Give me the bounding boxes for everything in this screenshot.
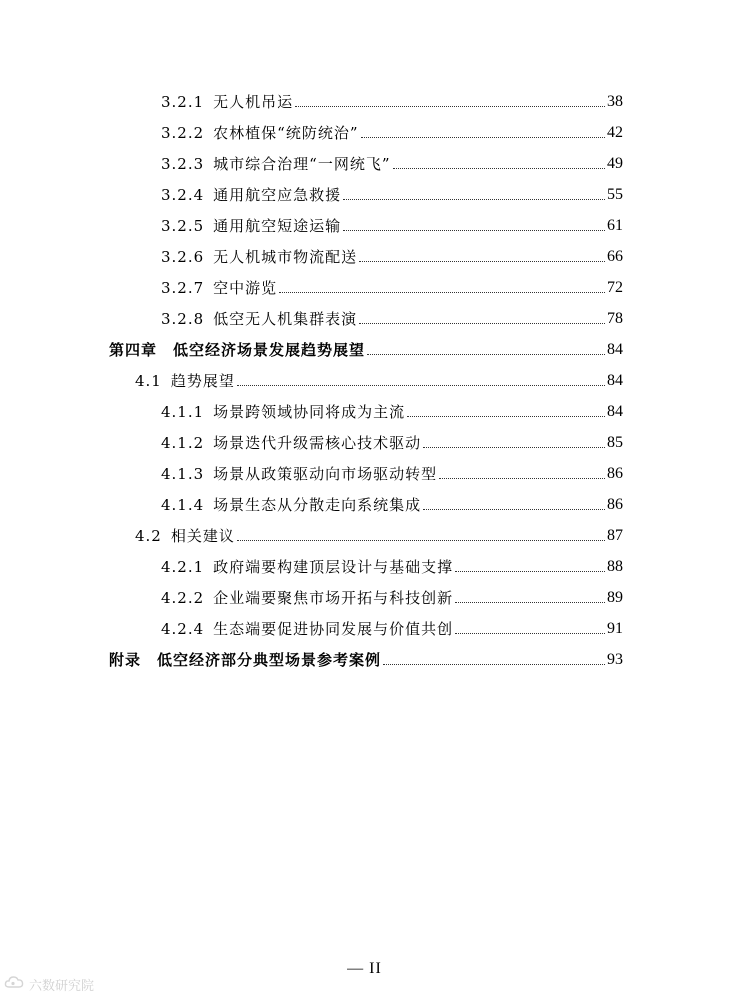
toc-entry-number: 4.2 (135, 527, 162, 545)
toc-entry-3-2-8[interactable] (161, 305, 623, 329)
toc-entry-4-2-1[interactable] (161, 553, 623, 577)
toc-entry-page: 49 (607, 155, 623, 172)
toc-entry-appendix[interactable] (109, 646, 623, 670)
dot-leader (237, 384, 605, 386)
toc-entry-4-1-1[interactable] (161, 398, 623, 422)
toc-entry-4-2-4[interactable] (161, 615, 623, 639)
dot-leader (455, 570, 605, 572)
toc-entry-title: 通用航空短途运输 (213, 217, 342, 235)
dot-leader (367, 353, 605, 355)
toc-entry-number: 4.1.1 (161, 403, 205, 421)
dot-leader (343, 198, 605, 200)
toc-entry-number: 4.2.4 (161, 620, 205, 638)
toc-entry-number: 4.1.4 (161, 496, 205, 514)
toc-entry-title: 无人机吊运 (213, 93, 294, 111)
toc-entry-page: 91 (607, 620, 623, 637)
toc-entry-page: 84 (607, 372, 623, 389)
toc-entry-number: 附录 (109, 651, 142, 669)
toc-entry-3-2-7[interactable] (161, 274, 623, 298)
toc-entry-number: 3.2.8 (161, 310, 205, 328)
toc-entry-title: 生态端要促进协同发展与价值共创 (213, 620, 454, 638)
toc-entry-title: 空中游览 (213, 279, 278, 297)
toc-entry-4-2[interactable] (135, 522, 623, 546)
toc-entry-page: 61 (607, 217, 623, 234)
toc-entry-page: 89 (607, 589, 623, 606)
toc-entry-number: 3.2.3 (161, 155, 205, 173)
toc-entry-number: 4.2.1 (161, 558, 205, 576)
toc-entry-title: 低空经济部分典型场景参考案例 (157, 651, 382, 669)
toc-entry-title: 场景生态从分散走向系统集成 (213, 496, 422, 514)
dot-leader (423, 508, 605, 510)
toc-entry-title: 企业端要聚焦市场开拓与科技创新 (213, 589, 454, 607)
toc-entry-number: 4.1 (135, 372, 162, 390)
dot-leader (423, 446, 605, 448)
toc-entry-page: 55 (607, 186, 623, 203)
toc-entry-chapter-4[interactable] (109, 336, 623, 360)
toc-entry-3-2-3[interactable] (161, 150, 623, 174)
dot-leader (237, 539, 605, 541)
dot-leader (383, 663, 605, 665)
toc-entry-4-1-4[interactable] (161, 491, 623, 515)
toc-entry-page: 85 (607, 434, 623, 451)
toc-entry-3-2-1[interactable] (161, 88, 623, 112)
toc-entry-number: 3.2.6 (161, 248, 205, 266)
dot-leader (407, 415, 605, 417)
dot-leader (361, 136, 605, 138)
toc-entry-title: 城市综合治理“一网统飞” (213, 155, 391, 173)
toc-entry-title: 相关建议 (170, 527, 235, 545)
toc-entry-page: 87 (607, 527, 623, 544)
toc-entry-3-2-6[interactable] (161, 243, 623, 267)
dot-leader (393, 167, 605, 169)
toc-entry-page: 86 (607, 465, 623, 482)
toc-entry-page: 78 (607, 310, 623, 327)
toc-entry-4-2-2[interactable] (161, 584, 623, 608)
toc-entry-title: 农林植保“统防统治” (213, 124, 359, 142)
toc-entry-page: 42 (607, 124, 623, 141)
toc-entry-number: 4.1.2 (161, 434, 205, 452)
toc-entry-number: 3.2.5 (161, 217, 205, 235)
page-number: — II (347, 960, 382, 977)
toc-entry-number: 3.2.4 (161, 186, 205, 204)
toc-entry-title: 政府端要构建顶层设计与基础支撑 (213, 558, 454, 576)
toc-entry-page: 72 (607, 279, 623, 296)
toc-entry-number: 4.2.2 (161, 589, 205, 607)
toc-entry-number: 4.1.3 (161, 465, 205, 483)
dot-leader (439, 477, 605, 479)
toc-entry-3-2-5[interactable] (161, 212, 623, 236)
cloud-logo-icon (4, 974, 26, 994)
toc-entry-title: 场景跨领域协同将成为主流 (213, 403, 406, 421)
watermark-text: 六数研究院 (29, 978, 95, 994)
toc-entry-page: 88 (607, 558, 623, 575)
toc-entry-page: 84 (607, 341, 623, 358)
toc-entry-3-2-2[interactable] (161, 119, 623, 143)
dot-leader (295, 105, 605, 107)
toc-entry-number: 3.2.7 (161, 279, 205, 297)
dot-leader (279, 291, 605, 293)
toc-entry-4-1[interactable] (135, 367, 623, 391)
toc-entry-title: 低空无人机集群表演 (213, 310, 358, 328)
toc-entry-number: 3.2.2 (161, 124, 205, 142)
toc-entry-title: 通用航空应急救援 (213, 186, 342, 204)
toc-entry-page: 84 (607, 403, 623, 420)
toc-entry-4-1-2[interactable] (161, 429, 623, 453)
dot-leader (359, 322, 605, 324)
toc-entry-4-1-3[interactable] (161, 460, 623, 484)
toc-entry-page: 86 (607, 496, 623, 513)
toc-entry-page: 93 (607, 651, 623, 668)
toc-entry-page: 38 (607, 93, 623, 110)
toc-entry-number: 3.2.1 (161, 93, 205, 111)
dot-leader (455, 632, 605, 634)
toc-entry-title: 场景迭代升级需核心技术驱动 (213, 434, 422, 452)
toc-entry-title: 趋势展望 (170, 372, 235, 390)
toc-entry-page: 66 (607, 248, 623, 265)
toc-entry-3-2-4[interactable] (161, 181, 623, 205)
dot-leader (359, 260, 605, 262)
toc-entry-title: 场景从政策驱动向市场驱动转型 (213, 465, 438, 483)
dot-leader (343, 229, 605, 231)
toc-entry-title: 低空经济场景发展趋势展望 (173, 341, 366, 359)
watermark (4, 974, 94, 994)
toc-entry-number: 第四章 (109, 341, 158, 359)
dot-leader (455, 601, 605, 603)
toc-entry-title: 无人机城市物流配送 (213, 248, 358, 266)
